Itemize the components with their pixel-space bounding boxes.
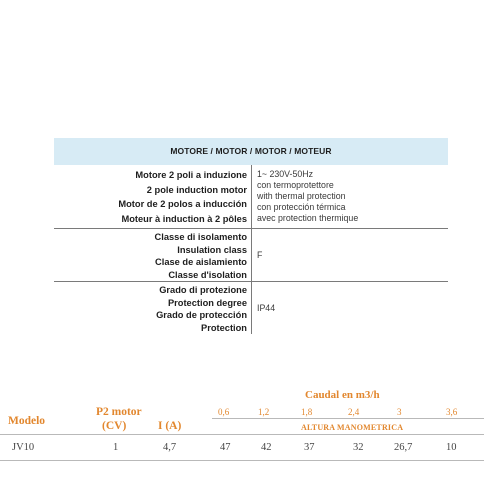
spec-label: Classe di isolamento	[154, 232, 247, 242]
spec-row-motor-type	[54, 165, 448, 228]
p2-cell: 1	[113, 442, 119, 453]
head-cell: 42	[261, 442, 272, 453]
caudal-label: Caudal en m3/h	[305, 389, 380, 401]
spec-labels	[54, 229, 247, 281]
flow-value: 3	[397, 407, 402, 417]
current-cell: 4,7	[163, 442, 177, 453]
spec-label: Motore 2 poli a induzione	[135, 170, 247, 180]
spec-labels	[54, 282, 247, 334]
current-header: I (A)	[158, 420, 182, 432]
spec-values	[252, 165, 358, 228]
head-cell: 26,7	[394, 442, 413, 453]
spec-label: Classe d'isolation	[168, 269, 247, 280]
spec-value: avec protection thermique	[257, 213, 359, 223]
header-rule	[0, 434, 484, 435]
spec-label: Insulation class	[177, 244, 247, 255]
p2-unit-header: (CV)	[102, 420, 127, 432]
spec-value: with thermal protection	[257, 191, 346, 201]
p2-header: P2 motor	[96, 406, 142, 418]
spec-value: 1~ 230V-50Hz	[257, 169, 313, 179]
spec-value: F	[257, 249, 263, 260]
spec-label: Moteur à induction à 2 pôles	[121, 213, 247, 224]
head-cell: 32	[353, 442, 364, 453]
motor-spec-table	[54, 138, 448, 334]
head-cell: 10	[446, 442, 457, 453]
head-cell: 47	[220, 442, 231, 453]
flow-value: 0,6	[218, 407, 230, 417]
head-cell: 37	[304, 442, 315, 453]
spec-label: Grado de protección	[156, 310, 247, 320]
spec-label: Clase de aislamiento	[155, 257, 247, 267]
spec-label: Motor de 2 polos a inducción	[118, 199, 247, 209]
spec-label: Grado di protezione	[159, 285, 247, 295]
spec-labels	[54, 165, 247, 228]
flow-value: 1,8	[301, 407, 313, 417]
flow-header-rule	[212, 418, 484, 419]
spec-value: con protección térmica	[257, 202, 346, 212]
row-rule	[0, 460, 484, 461]
performance-table	[0, 388, 500, 468]
spec-label: Protection	[201, 322, 247, 333]
altura-label: ALTURA MANOMETRICA	[301, 423, 404, 432]
flow-value: 3,6	[446, 407, 458, 417]
model-header: Modelo	[8, 415, 46, 427]
spec-values	[252, 282, 275, 334]
spec-label: Protection degree	[167, 297, 247, 308]
spec-value: con termoprotettore	[257, 180, 334, 190]
spec-value: IP44	[257, 302, 276, 313]
model-cell: JV10	[12, 442, 35, 453]
spec-label: 2 pole induction motor	[146, 184, 247, 195]
spec-row-protection	[54, 281, 448, 334]
flow-value: 1,2	[258, 407, 270, 417]
motor-spec-header: MOTORE / MOTOR / MOTOR / MOTEUR	[54, 138, 448, 165]
flow-value: 2,4	[348, 407, 360, 417]
spec-values	[252, 229, 262, 281]
spec-row-insulation	[54, 228, 448, 281]
